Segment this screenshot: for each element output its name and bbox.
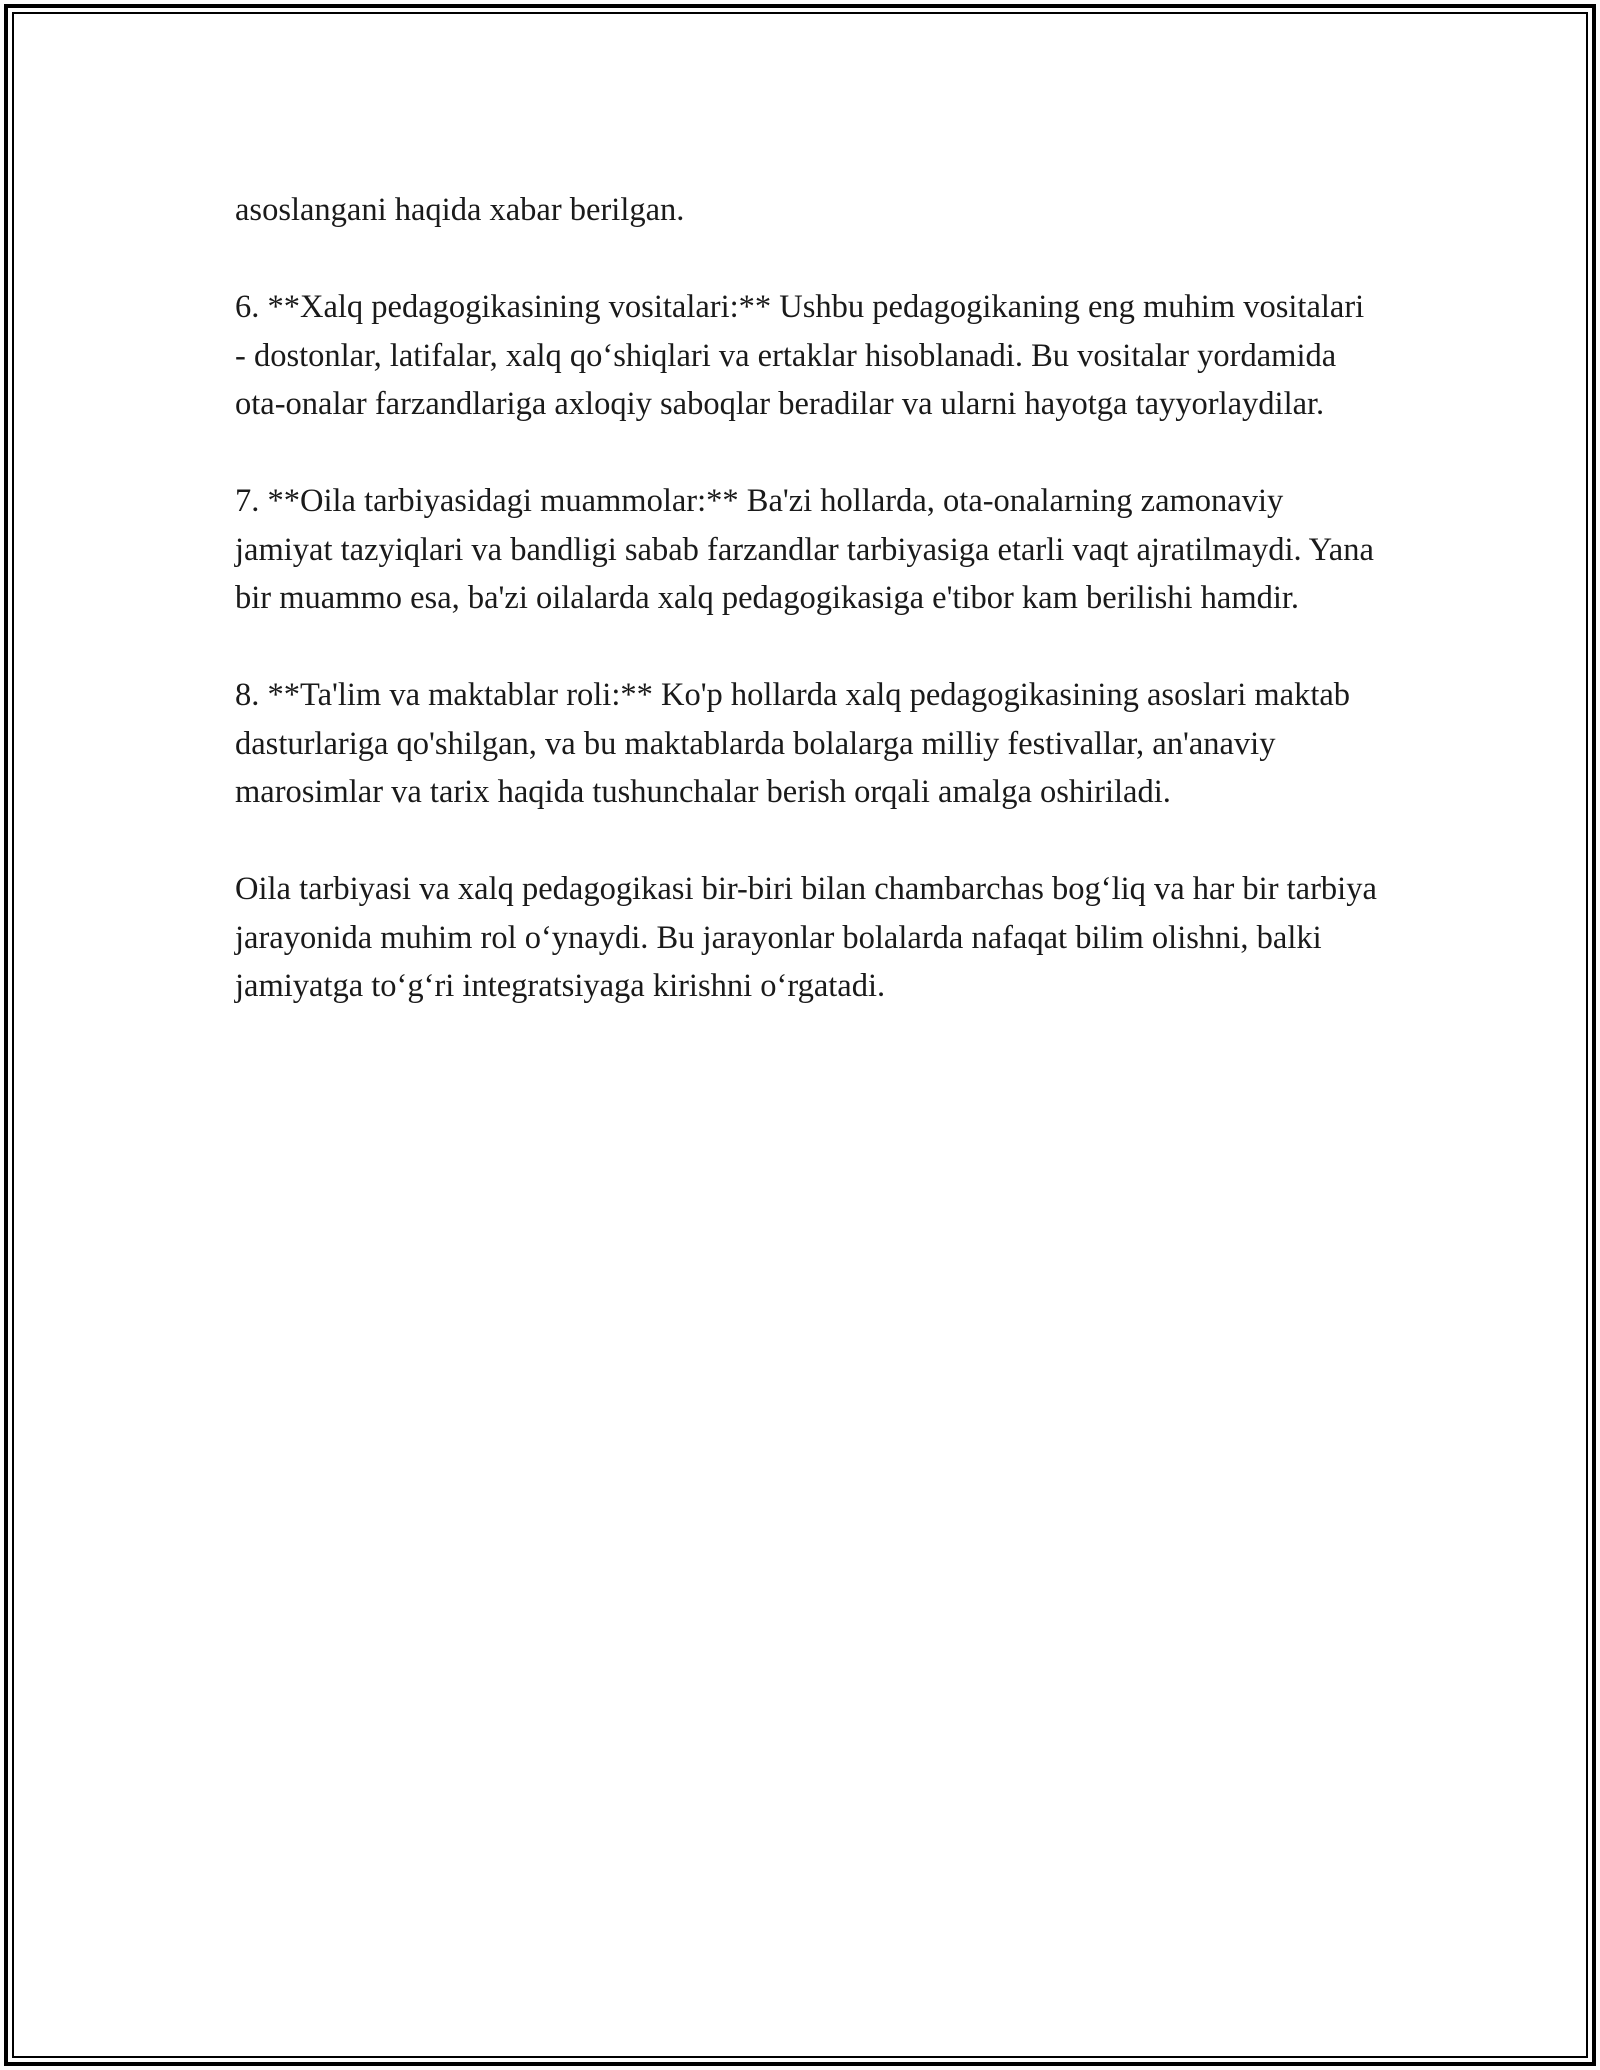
paragraph-conclusion: Oila tarbiyasi va xalq pedagogikasi bir-biri bilan chambarchas bog‘liq va har bir tarbiya jarayonida muhim rol o‘ynaydi. Bu jarayonlar bolalarda nafaqat bilim olishni, balki jamiyatga to‘g‘ri integratsiyaga kirishni o‘rgatadi. (235, 871, 1386, 1004)
paragraph-item-6: 6. **Xalq pedagogikasining vositalari:** Ushbu pedagogikaning eng muhim vositalari - dostonlar, latifalar, xalq qo‘shiqlari va ertaklar hisoblanadi. Bu vositalar yordamida ota-onalar farzandlariga axloqiy saboqlar beradilar va ularni hayotga tayyorlaydilar. (235, 289, 1373, 422)
document-body (235, 186, 1386, 1059)
paragraph-continuation: asoslangani haqida xabar berilgan. (235, 192, 685, 228)
paragraph-item-7: 7. **Oila tarbiyasidagi muammolar:** Ba'zi hollarda, ota-onalarning zamonaviy jamiyat tazyiqlari va bandligi sabab farzandlar tarbiyasiga etarli vaqt ajratilmaydi. Yana bir muammo esa, ba'zi oilalarda xalq pedagogikasiga e'tibor kam berilishi hamdir. (235, 483, 1383, 616)
paragraph-item-8: 8. **Ta'lim va maktablar roli:** Ko'p hollarda xalq pedagogikasining asoslari maktab dasturlariga qo'shilgan, va bu maktablarda bolalarga milliy festivallar, an'anaviy marosimlar va tarix haqida tushunchalar berish orqali amalga oshiriladi. (235, 677, 1359, 810)
